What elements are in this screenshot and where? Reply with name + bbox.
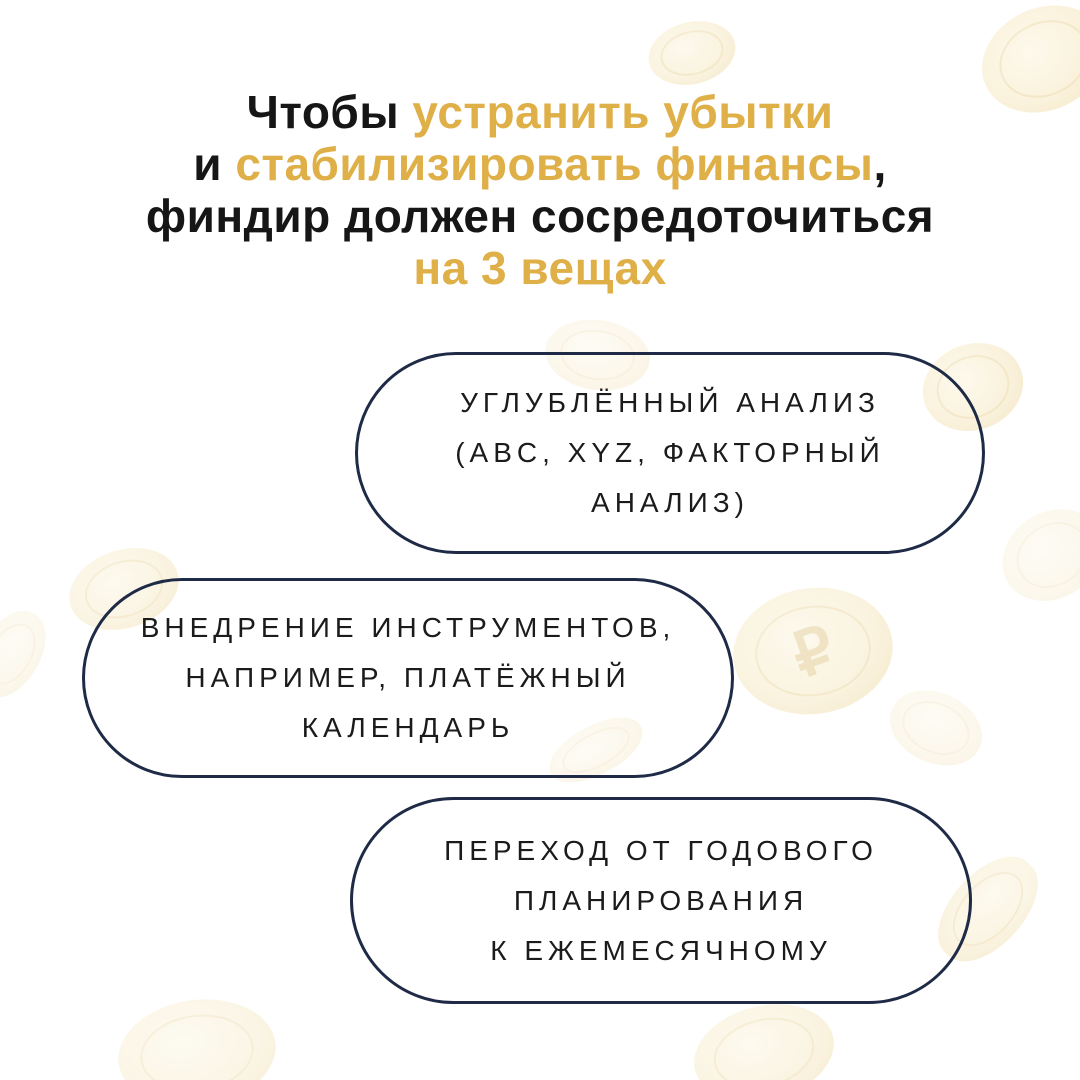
title-segment-highlight: устранить убытки xyxy=(412,86,834,138)
pill-text-line: АНАЛИЗ) xyxy=(591,487,749,518)
title-line xyxy=(0,242,1080,294)
coin-icon xyxy=(985,491,1080,620)
ruble-coin-icon xyxy=(725,577,901,724)
pill-text-line: НАПРИМЕР, ПЛАТЁЖНЫЙ xyxy=(185,662,631,693)
title-segment: , xyxy=(873,138,887,190)
coin-icon xyxy=(0,600,59,709)
pill-text-line: ПЛАНИРОВАНИЯ xyxy=(513,884,809,916)
pill-text-line: К ЕЖЕМЕСЯЧНОМУ xyxy=(490,934,832,966)
pill-text-line: УГЛУБЛЁННЫЙ АНАЛИЗ xyxy=(460,387,880,418)
title-line xyxy=(0,86,1080,138)
title-line xyxy=(0,138,1080,190)
coin-icon xyxy=(642,12,742,93)
title-line xyxy=(0,190,1080,242)
title-segment: и xyxy=(193,138,236,190)
pill-text-line: ПЕРЕХОД ОТ ГОДОВОГО xyxy=(444,834,878,866)
coin-icon xyxy=(878,677,994,780)
pill-text-line: ВНЕДРЕНИЕ ИНСТРУМЕНТОВ, xyxy=(140,612,676,643)
pill-text-line: (ABC, XYZ, ФАКТОРНЫЙ xyxy=(455,437,885,468)
pill-card-tools xyxy=(82,578,734,778)
ruble-symbol: ₽ xyxy=(782,612,844,692)
pill-text-line: КАЛЕНДАРЬ xyxy=(301,712,515,743)
pill-card-analysis xyxy=(355,352,985,554)
title-segment: финдир должен сосредоточиться xyxy=(145,190,935,242)
title-segment-highlight: на 3 вещах xyxy=(413,242,667,294)
coin-icon xyxy=(111,990,282,1080)
title-segment-highlight: стабилизировать финансы xyxy=(235,138,874,190)
pill-card-planning xyxy=(350,797,972,1004)
title-segment: Чтобы xyxy=(246,86,413,138)
page-title xyxy=(0,86,1080,294)
